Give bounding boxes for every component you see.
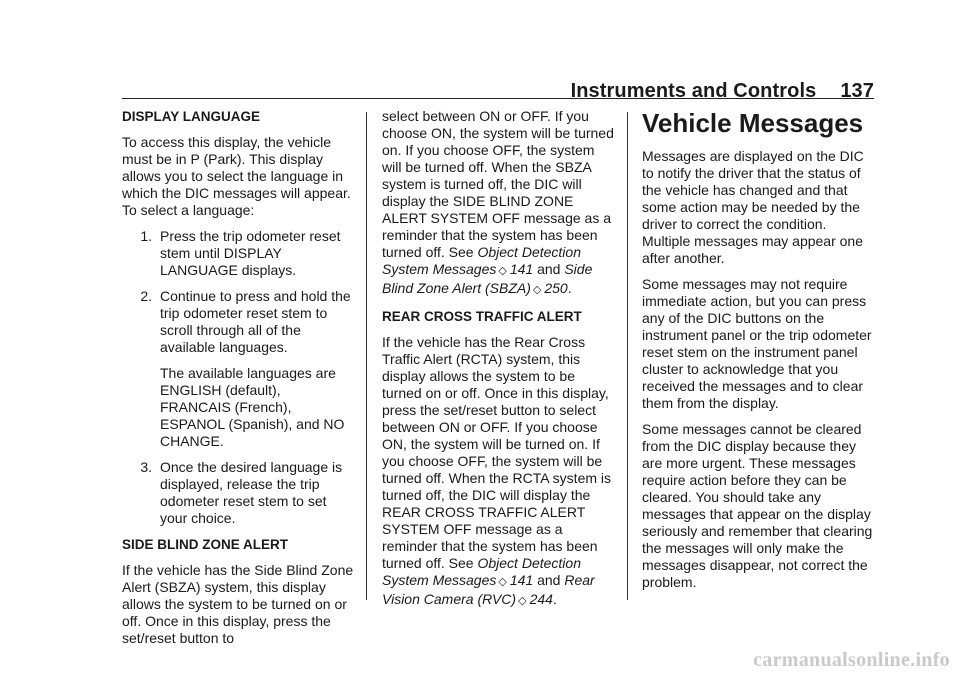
step-text: Continue to press and hold the trip odometer reset stem to scroll through all of the available languages.	[160, 288, 351, 355]
column-divider	[627, 112, 628, 600]
list-item	[122, 228, 354, 279]
ref-page[interactable]: 141	[509, 572, 534, 588]
step-text: Once the desired language is displayed, release the trip odometer reset stem to set your choice.	[160, 459, 343, 526]
display-language-intro: To access this display, the vehicle must be in P (Park). This display allows you to select the language in which the DIC messages will appear. To select a language:	[122, 134, 351, 218]
and-text: and	[537, 572, 561, 588]
step-number: 3.	[140, 459, 152, 475]
column-1	[122, 108, 354, 656]
column-3	[642, 108, 876, 600]
ref-link[interactable]: Side Blind Zone Alert (SBZA)	[382, 261, 593, 296]
page-ref-icon: ◇	[518, 595, 527, 607]
ref-page[interactable]: 141	[509, 261, 534, 277]
step-number: 1.	[140, 228, 152, 244]
page-ref-icon: ◇	[532, 284, 542, 296]
ref-page[interactable]: 250	[544, 280, 568, 296]
vehicle-messages-p3: Some messages cannot be cleared from the DIC display because they are more urgent. These messages require action before they can be cleared. You should take any messages that appear on the display seriously and remember that clearing the messages will only make the messages disappear, not correct the problem.	[642, 421, 873, 590]
page-ref-icon: ◇	[498, 576, 507, 588]
step-text: Press the trip odometer reset stem until DISPLAY LANGUAGE displays.	[160, 228, 341, 278]
vehicle-messages-p1: Messages are displayed on the DIC to notify the driver that the status of the vehicle has changed and that some action may be needed by the driver to correct the condition. Multiple messages may appear one after another.	[642, 148, 864, 266]
sbza-continued	[382, 108, 614, 299]
page-header	[571, 80, 874, 103]
rcta-paragraph	[382, 334, 614, 610]
ref-link[interactable]: Rear Vision Camera (RVC)	[382, 572, 595, 607]
list-item	[122, 288, 354, 356]
period: .	[567, 280, 572, 296]
heading-side-blind-zone-alert: SIDE BLIND ZONE ALERT	[122, 537, 289, 552]
rcta-text: If the vehicle has the Rear Cross Traffic Alert (RCTA) system, this display allows the system to be turned on or off. Once in this display, press the set/reset button to select between ON or OFF. If you choose ON, the system will be turned on. If you choose OFF, the system will be turned off. When the RCTA system is turned off, the DIC will display the REAR CROSS TRAFFIC ALERT SYSTEM OFF message as a reminder that the system has been turned off. See	[382, 334, 612, 571]
period: .	[552, 591, 557, 607]
and-text: and	[537, 261, 561, 277]
ref-link[interactable]: Object Detection System Messages	[382, 555, 581, 588]
section-title: Instruments and Controls	[570, 80, 817, 102]
page-number: 137	[840, 80, 874, 102]
page-ref-icon: ◇	[498, 265, 507, 277]
column-divider	[366, 112, 367, 600]
sbza-text: If the vehicle has the Side Blind Zone Alert (SBZA) system, this display allows the system to be turned on or off. Once in this display, press the set/reset button to	[122, 562, 354, 646]
column-2	[382, 108, 614, 619]
vehicle-messages-p2: Some messages may not require immediate action, but you can press any of the DIC buttons on the instrument panel or the trip odometer reset stem on the instrument panel cluster to acknowledge that you received the messages and to clear them from the display.	[642, 276, 872, 411]
languages-note: The available languages are ENGLISH (default), FRANCAIS (French), ESPANOL (Spanish), and NO CHANGE.	[160, 365, 345, 449]
watermark: carmanualsonline.info	[753, 649, 950, 671]
heading-vehicle-messages: Vehicle Messages	[642, 108, 864, 138]
step-number: 2.	[140, 288, 152, 304]
list-item	[122, 459, 354, 527]
heading-display-language: DISPLAY LANGUAGE	[122, 109, 261, 124]
sbza-cont-text: select between ON or OFF. If you choose ON, the system will be turned on. If you choose OFF, the system will be turned off. When the SBZA system is turned off, the DIC will display the SIDE BLIND ZONE ALERT SYSTEM OFF message as a reminder that the system has been turned off. See	[382, 108, 614, 260]
ref-link[interactable]: Object Detection System Messages	[382, 244, 581, 277]
ref-page[interactable]: 244	[529, 591, 553, 607]
heading-rear-cross-traffic-alert: REAR CROSS TRAFFIC ALERT	[382, 309, 582, 324]
header-rule	[122, 98, 874, 99]
